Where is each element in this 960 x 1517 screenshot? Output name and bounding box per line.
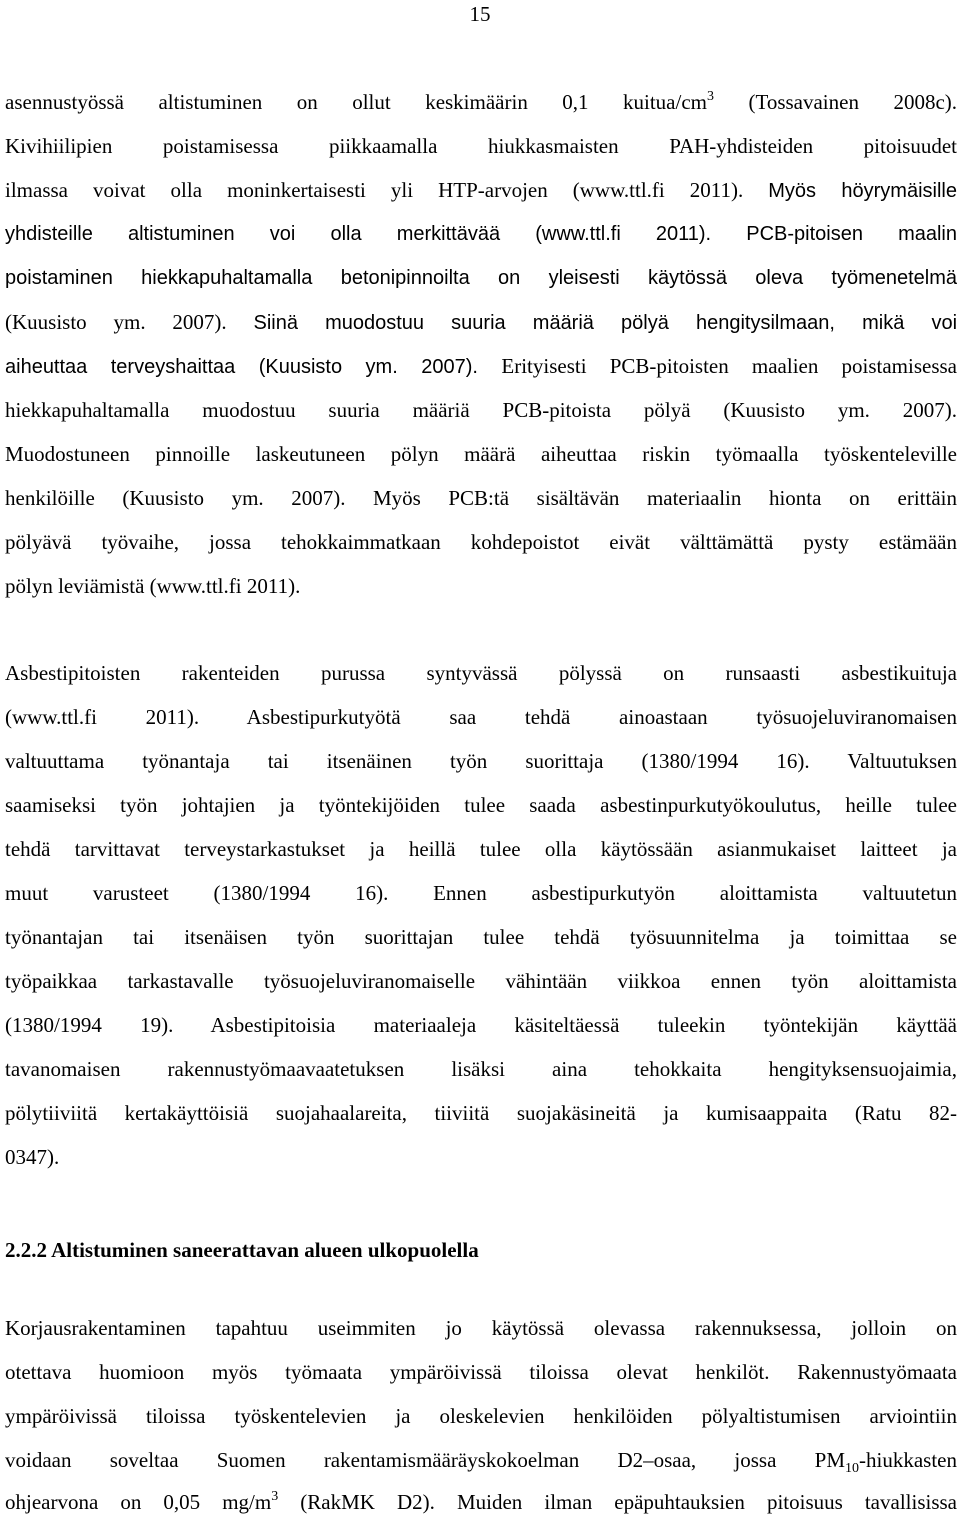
text-line: tehdä tarvittavat terveystarkastukset ja heillä tulee olla käytössään asianmukaiset laitteet ja bbox=[5, 837, 957, 861]
text-line: asennustyössä altistuminen on ollut keskimäärin 0,1 kuitua/$cm^3$ (Tossavainen 2008c). bbox=[5, 89, 958, 114]
text-line: hiekkapuhaltamalla muodostuu suuria määriä PCB-pitoista pölyä (Kuusisto ym. 2007). bbox=[5, 398, 957, 422]
text-line: ympäröivissä tiloissa työskentelevien ja oleskelevien henkilöiden pölyaltistumisen arviointiin bbox=[5, 1404, 957, 1428]
text-line: aiheuttaa terveyshaittaa (Kuusisto ym. 2007). Erityisesti PCB-pitoisten maalien poistamisessa bbox=[5, 354, 957, 378]
text-line: tavanomaisen rakennustyömaavaatetuksen lisäksi aina tehokkaita hengityksensuojaimia, bbox=[5, 1057, 957, 1081]
text-line: ohjearvona on 0,05 $mg/m^3$ (RakMK D2). Muiden ilman epäpuhtauksien pitoisuus tavallisissa bbox=[5, 1489, 958, 1514]
text-line: pölyn leviämistä (www.ttl.fi 2011). bbox=[5, 574, 301, 598]
text-line: otettava huomioon myös työmaata ympäröivissä tiloissa olevat henkilöt. Rakennustyömaata bbox=[5, 1360, 957, 1384]
text-line: yhdisteille altistuminen voi olla merkittävää (www.ttl.fi 2011). PCB-pitoisen maalin bbox=[5, 223, 957, 245]
text-line: pölytiiviitä kertakäyttöisiä suojahaalareita, tiiviitä suojakäsineitä ja kumisaappaita (Ratu 82- bbox=[5, 1101, 957, 1125]
page-number: 15 bbox=[469, 2, 491, 26]
text-line: työpaikkaa tarkastavalle työsuojeluviranomaiselle vähintään viikkoa ennen työn aloittamista bbox=[5, 969, 957, 993]
text-line: (www.ttl.fi 2011). Asbestipurkutyötä saa tehdä ainoastaan työsuojeluviranomaisen bbox=[5, 705, 957, 729]
text-line: pölyävä työvaihe, jossa tehokkaimmatkaan kohdepoistot eivät välttämättä pysty estämään bbox=[5, 530, 957, 554]
text-line: ilmassa voivat olla moninkertaisesti yli HTP-arvojen (www.ttl.fi 2011). Myös höyrymäisille bbox=[5, 178, 957, 202]
text-line: henkilöille (Kuusisto ym. 2007). Myös PCB:tä sisältävän materiaalin hionta on erittäin bbox=[5, 486, 957, 510]
text-line: 0347). bbox=[5, 1145, 60, 1169]
text-line: (Kuusisto ym. 2007). Siinä muodostuu suuria määriä pölyä hengitysilmaan, mikä voi bbox=[5, 310, 958, 334]
text-line: valtuuttama työnantaja tai itsenäinen työn suorittaja (1380/1994 16). Valtuutuksen bbox=[5, 749, 957, 773]
text-line: Korjausrakentaminen tapahtuu useimmiten jo käytössä olevassa rakennuksessa, jolloin on bbox=[5, 1316, 957, 1340]
text-line: (1380/1994 19). Asbestipitoisia materiaaleja käsiteltäessä tuleekin työntekijän käyttää bbox=[5, 1013, 957, 1037]
text-line: voidaan soveltaa Suomen rakentamismääräyskokoelman D2–osaa, jossa $PM_{10}$-hiukkasten bbox=[5, 1448, 957, 1476]
text-line: saamiseksi työn johtajien ja työntekijöiden tulee saada asbestinpurkutyökoulutus, heille tulee bbox=[5, 793, 957, 817]
text-line: Asbestipitoisten rakenteiden purussa syntyvässä pölyssä on runsaasti asbestikuituja bbox=[5, 661, 957, 685]
text-line: poistaminen hiekkapuhaltamalla betonipinnoilta on yleisesti käytössä oleva työmenetelmä bbox=[5, 267, 957, 289]
text-line: Muodostuneen pinnoille laskeutuneen pölyn määrä aiheuttaa riskin työmaalla työskenteleville bbox=[5, 442, 957, 466]
text-line: muut varusteet (1380/1994 16). Ennen asbestipurkutyön aloittamista valtuutetun bbox=[5, 881, 957, 905]
section-heading: 2.2.2 Altistuminen saneerattavan alueen ulkopuolella bbox=[5, 1238, 479, 1262]
text-line: työnantajan tai itsenäisen työn suorittajan tulee tehdä työsuunnitelma ja toimittaa se bbox=[5, 925, 957, 949]
text-line: Kivihiilipien poistamisessa piikkaamalla hiukkasmaisten PAH-yhdisteiden pitoisuudet bbox=[5, 134, 957, 158]
